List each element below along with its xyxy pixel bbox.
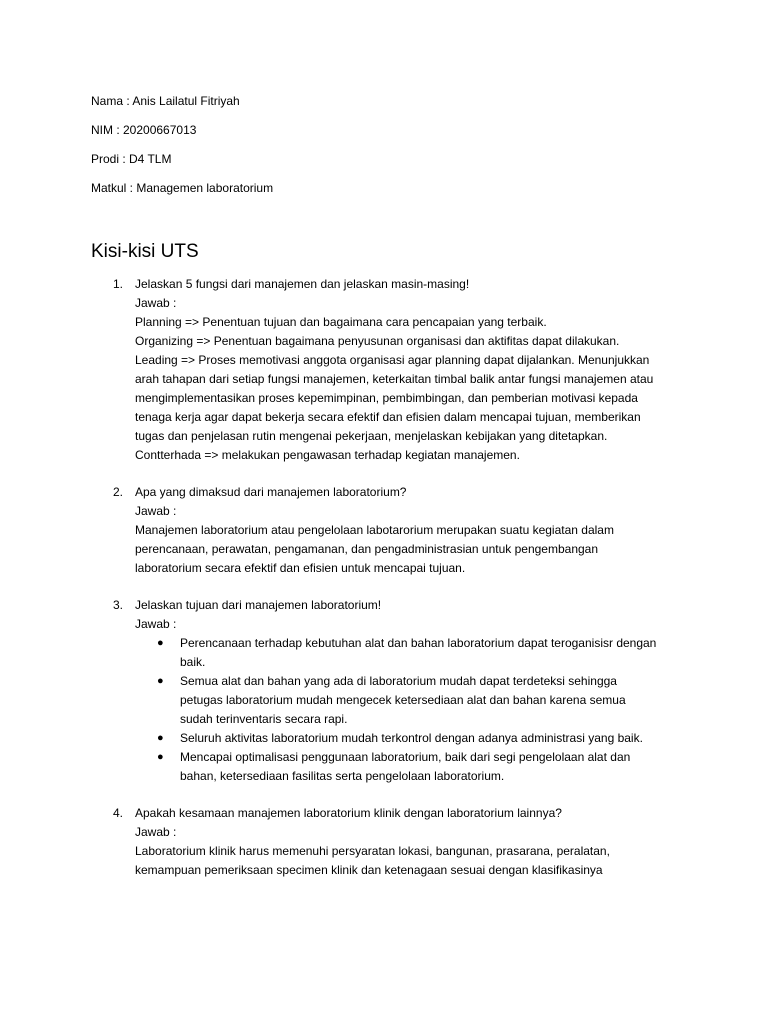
question-number: 3. xyxy=(113,598,124,612)
question-text: Apakah kesamaan manajemen laboratorium klinik dengan laboratorium lainnya? xyxy=(135,806,562,820)
answer-bullet-list xyxy=(135,634,661,786)
answer-controlling: Contterhada => melakukan pengawasan terhadap kegiatan manajemen. xyxy=(135,448,520,462)
answer-planning: Planning => Penentuan tujuan dan bagaimana cara pencapaian yang terbaik. xyxy=(135,315,547,329)
study-program: Prodi : D4 TLM xyxy=(91,152,172,166)
question-text: Apa yang dimaksud dari manajemen laboratorium? xyxy=(135,485,407,499)
answer-leading: Leading => Proses memotivasi anggota organisasi agar planning dapat dijalankan. Menunjukkan arah tahapan dari setiap fungsi manajemen, keterkaitan timbal balik antar fungsi manajemen atau mengimplementasikan proses kepemimpinan, pembimbingan, dan pemberian motivasi kepada tenaga kerja agar dapat bekerja secara efektif dan efisien dalam mencapai tujuan, memberikan tugas dan penjelasan rutin mengenai pekerjaan, menjelaskan kebijakan yang ditetapkan. xyxy=(135,353,654,443)
list-item xyxy=(135,672,661,729)
question-2 xyxy=(91,483,661,578)
question-text: Jelaskan 5 fungsi dari manajemen dan jelaskan masin-masing! xyxy=(135,277,470,291)
list-item xyxy=(135,729,661,748)
question-text: Jelaskan tujuan dari manajemen laboratorium! xyxy=(135,598,382,612)
student-info xyxy=(91,92,273,208)
list-item-text: Mencapai optimalisasi penggunaan laboratorium, baik dari segi pengelolaan alat dan bahan, ketersediaan fasilitas serta pengelolaan laboratorium. xyxy=(180,750,631,783)
answer-organizing: Organizing => Penentuan bagaimana penyusunan organisasi dan aktifitas dapat dilakukan. xyxy=(135,334,620,348)
answer-label: Jawab : xyxy=(135,617,177,631)
list-item-text: Perencanaan terhadap kebutuhan alat dan bahan laboratorium dapat teroganisisr dengan baik. xyxy=(180,636,657,669)
bullet-icon: ● xyxy=(157,637,164,649)
question-number: 1. xyxy=(113,277,124,291)
question-list xyxy=(91,275,661,898)
list-item xyxy=(135,634,661,672)
question-4 xyxy=(91,804,661,880)
question-3 xyxy=(91,596,661,786)
list-item-text: Seluruh aktivitas laboratorium mudah terkontrol dengan adanya administrasi yang baik. xyxy=(180,731,643,745)
question-1 xyxy=(91,275,661,465)
answer-label: Jawab : xyxy=(135,825,177,839)
answer-text: Laboratorium klinik harus memenuhi persyaratan lokasi, bangunan, prasarana, peralatan, kemampuan pemeriksaan specimen klinik dan ketenagaan sesuai dengan klasifikasinya xyxy=(135,844,610,877)
course-name: Matkul : Managemen laboratorium xyxy=(91,181,274,195)
list-item-text: Semua alat dan bahan yang ada di laboratorium mudah dapat terdeteksi sehingga petugas laboratorium mudah mengecek ketersediaan alat dan bahan karena semua sudah terinventaris secara rapi. xyxy=(180,674,626,726)
bullet-icon: ● xyxy=(157,732,164,744)
document-title: Kisi-kisi UTS xyxy=(91,241,199,262)
answer-text: Manajemen laboratorium atau pengelolaan labotarorium merupakan suatu kegiatan dalam perencanaan, perawatan, pengamanan, dan pengadministrasian untuk pengembangan laboratorium secara efektif dan efisien untuk mencapai tujuan. xyxy=(135,523,614,575)
student-nim: NIM : 20200667013 xyxy=(91,123,197,137)
list-item xyxy=(135,748,661,786)
bullet-icon: ● xyxy=(157,675,164,687)
student-name: Nama : Anis Lailatul Fitriyah xyxy=(91,94,240,108)
question-number: 2. xyxy=(113,485,124,499)
question-number: 4. xyxy=(113,806,124,820)
answer-label: Jawab : xyxy=(135,504,177,518)
answer-label: Jawab : xyxy=(135,296,177,310)
bullet-icon: ● xyxy=(157,751,164,763)
